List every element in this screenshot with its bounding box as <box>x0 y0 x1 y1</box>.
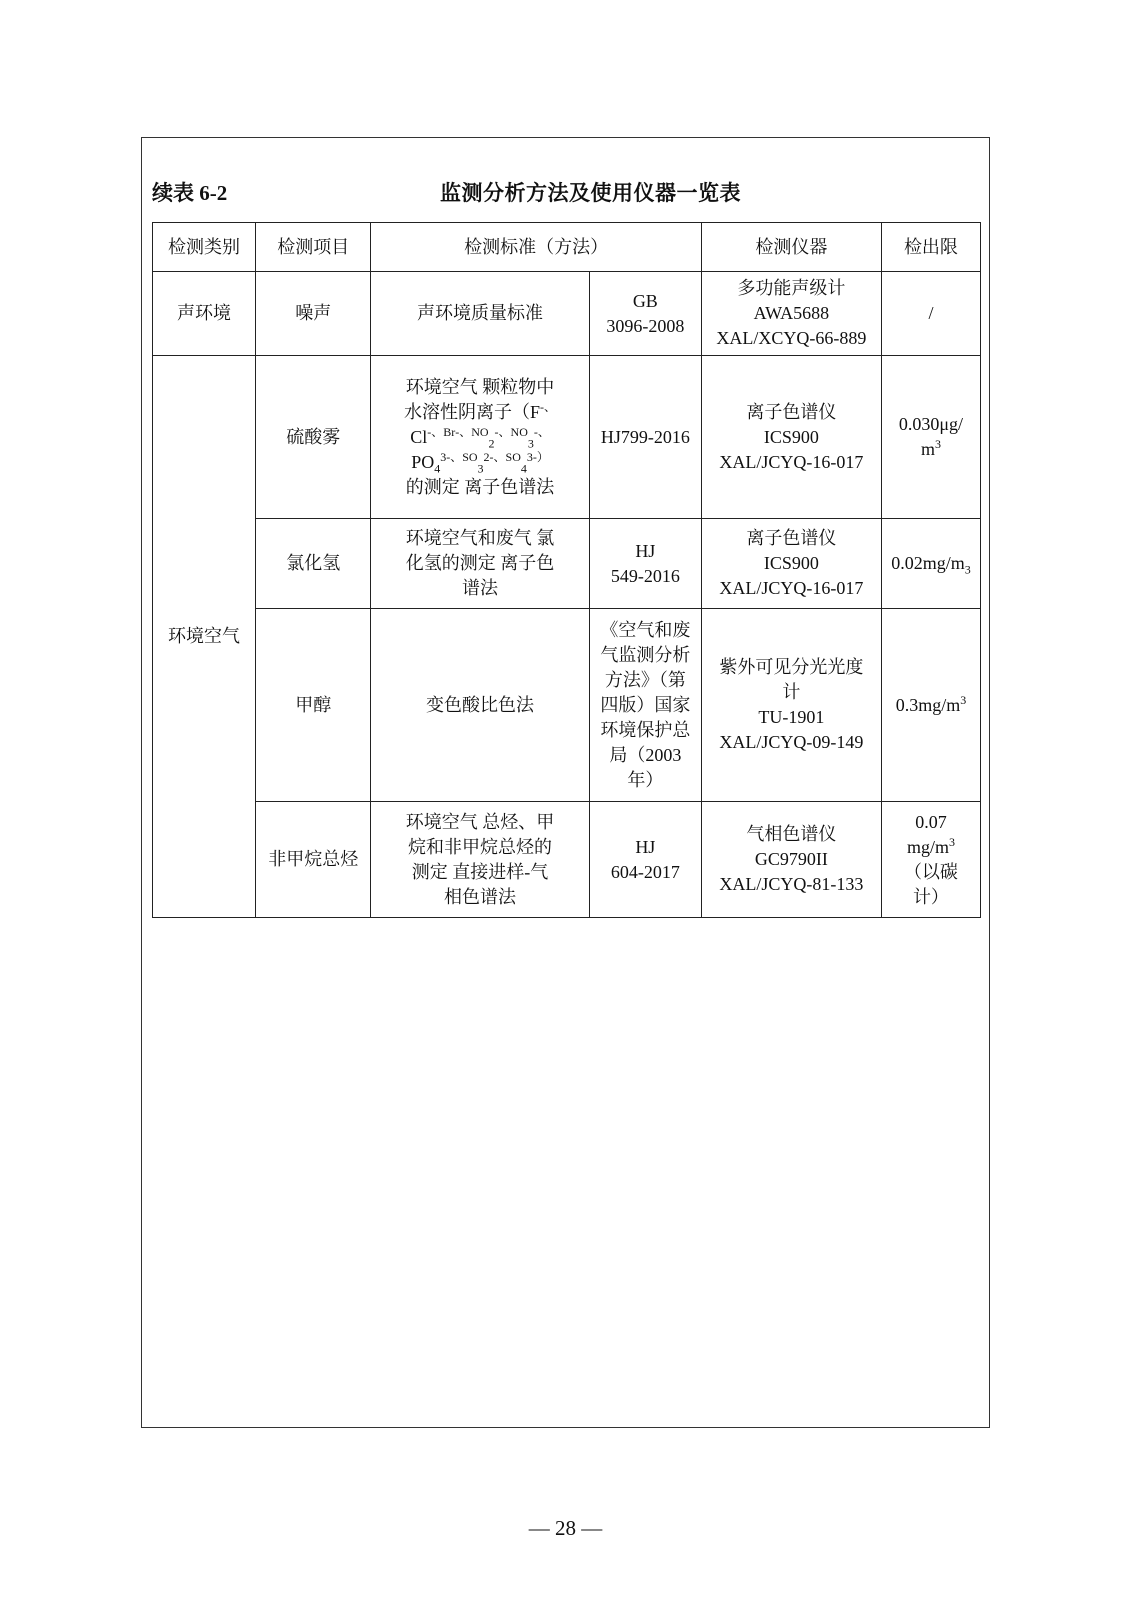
method-sup: -、NO <box>494 424 528 439</box>
limit-line: 计） <box>912 886 949 907</box>
method-sup: 3-、SO <box>440 449 478 464</box>
code-line: HJ <box>635 836 656 857</box>
code-cell <box>589 802 701 918</box>
limit-cell <box>881 609 980 802</box>
table-title: 监测分析方法及使用仪器一览表 <box>440 181 741 205</box>
table-header-row <box>153 223 981 272</box>
instrument-line: XAL/JCYQ-81-133 <box>719 874 864 894</box>
instrument-line: TU-1901 <box>758 707 825 727</box>
header-standard: 检测标准（方法） <box>371 223 702 272</box>
code-line: 局（2003 <box>609 744 682 765</box>
limit-sup: 3 <box>960 692 967 707</box>
method-cell <box>371 519 589 609</box>
method-line: 烷和非甲烷总烃的 <box>408 836 553 857</box>
code-line: 环境保护总 <box>600 719 691 740</box>
method-line <box>375 425 584 450</box>
code-cell <box>589 519 701 609</box>
code-line: 四版）国家 <box>600 694 691 715</box>
instrument-cell <box>701 519 881 609</box>
method-line: 环境空气 总烃、甲 <box>405 811 555 832</box>
code-line: 方法》（第 <box>604 669 686 690</box>
method-line: 测定 直接进样-气 <box>411 861 549 882</box>
method-sup: -、Br <box>427 424 456 439</box>
limit-sup: 3 <box>948 834 955 849</box>
method-cell <box>371 609 589 802</box>
table-number: 续表 6-2 <box>152 181 228 205</box>
limit-cell <box>881 356 980 519</box>
instrument-cell <box>701 356 881 519</box>
instrument-line: XAL/JCYQ-16-017 <box>719 578 864 598</box>
limit-line: 0.030μg/ <box>898 414 964 434</box>
method-sub: 2 <box>488 436 495 451</box>
item-cell: 硫酸雾 <box>256 356 371 519</box>
limit-sub: 3 <box>964 562 971 577</box>
instrument-line: 离子色谱仪 <box>746 528 837 548</box>
instrument-line: 气相色谱仪 <box>746 824 837 844</box>
method-sub: 3 <box>477 461 484 476</box>
code-cell <box>589 356 701 519</box>
method-sup: -、 <box>533 424 550 439</box>
instrument-line: XAL/JCYQ-16-017 <box>719 451 864 472</box>
limit-line: （以碳 <box>903 861 958 882</box>
code-line: HJ799-2016 <box>600 426 690 447</box>
limit-line <box>886 437 976 462</box>
instrument-line: 多功能声级计 <box>737 278 846 298</box>
instrument-cell <box>701 802 881 918</box>
method-sup: 2-、SO <box>483 449 521 464</box>
monitoring-methods-table <box>152 222 981 918</box>
limit-cell <box>881 802 980 918</box>
header-item: 检测项目 <box>256 223 371 272</box>
instrument-line: AWA5688 <box>753 303 830 323</box>
table-row <box>153 802 981 918</box>
method-sup: -、 <box>540 399 557 414</box>
item-cell: 氯化氢 <box>256 519 371 609</box>
table-row <box>153 272 981 356</box>
code-line: 气监测分析 <box>600 644 691 665</box>
limit-cell: / <box>881 272 980 356</box>
code-cell <box>589 609 701 802</box>
instrument-line: ICS900 <box>763 426 819 447</box>
category-cell: 环境空气 <box>153 356 256 918</box>
instrument-line: 紫外可见分光光度 <box>719 657 864 677</box>
method-cell <box>371 272 589 356</box>
method-line <box>375 450 584 475</box>
method-cell <box>371 356 589 519</box>
code-line: GB <box>632 290 658 311</box>
method-sub: 3 <box>527 436 534 451</box>
method-line: 声环境质量标准 <box>417 303 544 323</box>
instrument-line: 离子色谱仪 <box>746 401 837 422</box>
method-line: 谱法 <box>462 578 499 598</box>
table-row <box>153 609 981 802</box>
method-cell <box>371 802 589 918</box>
instrument-cell <box>701 272 881 356</box>
header-limit: 检出限 <box>881 223 980 272</box>
item-cell: 甲醇 <box>256 609 371 802</box>
limit-unit: mg/m <box>906 836 949 857</box>
code-line: 604-2017 <box>610 861 680 882</box>
category-cell: 声环境 <box>153 272 256 356</box>
limit-text: 0.02mg/m <box>891 553 965 573</box>
method-sup: -、NO <box>455 424 489 439</box>
method-text: PO <box>411 451 435 472</box>
method-line: 环境空气 颗粒物中 <box>405 376 555 397</box>
code-line: HJ <box>635 540 656 561</box>
instrument-cell <box>701 609 881 802</box>
limit-cell <box>881 519 980 609</box>
method-line: 相色谱法 <box>444 886 517 907</box>
method-text: 水溶性阴离子（F <box>404 401 541 422</box>
instrument-line: XAL/XCYQ-66-889 <box>716 328 867 348</box>
code-line: 3096-2008 <box>606 315 685 336</box>
method-line: 的测定 离子色谱法 <box>405 476 555 497</box>
item-cell: 非甲烷总烃 <box>256 802 371 918</box>
header-category: 检测类别 <box>153 223 256 272</box>
limit-sup: 3 <box>934 437 941 451</box>
code-line: 549-2016 <box>610 565 680 586</box>
limit-text: 0.3mg/m <box>895 694 961 715</box>
method-text: Cl <box>410 426 428 447</box>
page-number: — 28 — <box>528 1516 603 1540</box>
code-line: 年） <box>627 769 664 790</box>
table-row <box>153 356 981 519</box>
instrument-line: XAL/JCYQ-09-149 <box>719 732 864 752</box>
limit-line: 0.07 <box>915 811 947 832</box>
method-sub: 4 <box>520 461 527 476</box>
instrument-line: ICS900 <box>763 553 819 573</box>
method-sup: 3-） <box>526 449 549 464</box>
instrument-line: 计 <box>782 682 801 702</box>
code-cell <box>589 272 701 356</box>
instrument-line: GC9790II <box>754 849 828 869</box>
method-line: 环境空气和废气 氯 <box>405 528 555 548</box>
method-line <box>375 400 584 425</box>
table-caption <box>152 176 982 210</box>
item-cell: 噪声 <box>256 272 371 356</box>
method-sub: 4 <box>434 461 441 476</box>
limit-line <box>886 835 976 860</box>
table-row <box>153 519 981 609</box>
code-line: 《空气和废 <box>600 619 691 640</box>
limit-unit: m <box>920 439 935 459</box>
method-line: 化氢的测定 离子色 <box>405 553 555 573</box>
method-line: 变色酸比色法 <box>426 694 535 715</box>
header-instrument: 检测仪器 <box>701 223 881 272</box>
